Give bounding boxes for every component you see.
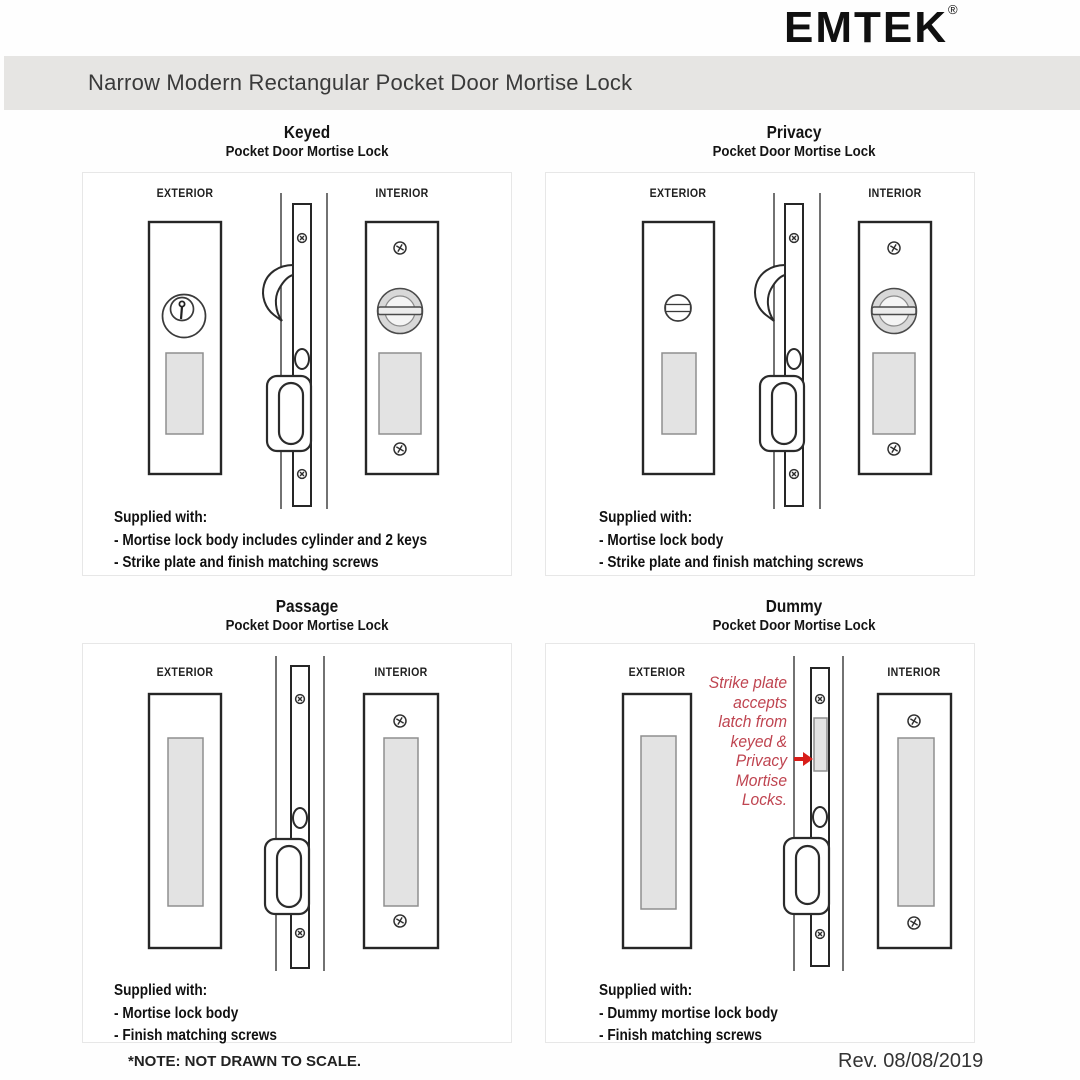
flush-pull-recess: [384, 738, 418, 906]
quadrant-subtitle: Pocket Door Mortise Lock: [225, 143, 389, 160]
annotation-line: latch from: [718, 712, 787, 731]
supplied-item: - Strike plate and finish matching screws: [114, 554, 379, 571]
exterior-plate: [643, 222, 714, 474]
emergency-release-slot: [665, 295, 691, 321]
exterior-label: EXTERIOR: [649, 186, 707, 200]
flush-pull-recess: [166, 353, 203, 434]
annotation-line: Strike plate: [708, 673, 787, 692]
interior-plate: [859, 222, 931, 474]
annotation-line: Privacy: [735, 751, 787, 770]
strike-plate-opening: [814, 718, 827, 771]
supplied-list: [599, 980, 778, 1048]
flush-pull-recess: [641, 736, 676, 909]
supplied-list: [114, 507, 427, 575]
flush-pull-recess: [168, 738, 203, 906]
privacy-heading: [713, 122, 876, 161]
flush-pull-recess: [873, 353, 915, 434]
strike-plate-annotation: [709, 673, 787, 810]
quadrant-subtitle: Pocket Door Mortise Lock: [712, 617, 876, 634]
edge-oval-hole: [787, 349, 801, 369]
edge-oval-hole: [813, 807, 827, 827]
supplied-item: - Finish matching screws: [599, 1027, 762, 1044]
interior-plate: [364, 694, 438, 948]
dummy-heading: [713, 596, 876, 635]
flush-pull-recess: [898, 738, 934, 906]
supplied-item: - Dummy mortise lock body: [599, 1004, 778, 1022]
annotation-line: Locks.: [741, 790, 787, 809]
quadrant-subtitle: Pocket Door Mortise Lock: [712, 143, 876, 160]
quadrant-title: Passage: [275, 596, 339, 616]
scale-note: *NOTE: NOT DRAWN TO SCALE.: [128, 1053, 362, 1070]
quadrant-title: Dummy: [765, 596, 823, 616]
exterior-plate: [149, 694, 221, 948]
door-edge: [265, 656, 324, 971]
supplied-item: - Mortise lock body: [599, 531, 724, 549]
door-edge: [784, 656, 843, 971]
quadrant-title: Privacy: [766, 122, 822, 142]
exterior-label: EXTERIOR: [156, 186, 214, 200]
edge-pull: [267, 376, 311, 451]
interior-plate: [366, 222, 438, 474]
quadrant-subtitle: Pocket Door Mortise Lock: [225, 617, 389, 634]
revision-date: Rev. 08/08/2019: [838, 1050, 984, 1072]
supplied-list: [114, 980, 277, 1048]
thumbturn: [872, 289, 917, 334]
supplied-list: [599, 507, 864, 575]
emtek-logo: EMTEK®: [784, 2, 958, 52]
supplied-item: - Strike plate and finish matching screws: [599, 554, 864, 571]
flush-pull-recess: [662, 353, 696, 434]
interior-label: INTERIOR: [374, 665, 428, 679]
interior-plate: [878, 694, 951, 948]
registered-mark: ®: [948, 2, 958, 17]
exterior-plate: [623, 694, 691, 948]
door-edge: [755, 193, 820, 509]
annotation-line: keyed &: [730, 731, 787, 751]
edge-pull: [784, 838, 829, 914]
edge-oval-hole: [293, 808, 307, 828]
exterior-label: EXTERIOR: [156, 665, 214, 679]
supplied-item: - Mortise lock body includes cylinder and 2 keys: [114, 531, 428, 549]
supplied-item: - Finish matching screws: [114, 1027, 277, 1044]
key-cylinder: [163, 295, 206, 338]
supplied-heading: Supplied with:: [114, 982, 208, 999]
supplied-heading: Supplied with:: [599, 982, 693, 999]
keyed-heading: [226, 122, 389, 161]
thumbturn: [378, 289, 423, 334]
privacy-panel: [545, 172, 975, 576]
edge-pull: [265, 839, 309, 914]
supplied-item: - Mortise lock body: [114, 1004, 239, 1022]
page-title: Narrow Modern Rectangular Pocket Door Mortise Lock: [88, 70, 633, 95]
exterior-label: EXTERIOR: [628, 665, 686, 679]
interior-label: INTERIOR: [375, 186, 429, 200]
flip-latch: [755, 265, 785, 321]
dummy-panel: [545, 643, 975, 1043]
interior-label: INTERIOR: [887, 665, 941, 679]
door-edge: [263, 193, 327, 509]
flush-pull-recess: [379, 353, 421, 434]
flip-latch: [263, 265, 293, 321]
title-bar: [4, 56, 1080, 110]
passage-panel: [82, 643, 512, 1043]
keyed-panel: [82, 172, 512, 576]
annotation-line: accepts: [733, 692, 787, 712]
edge-oval-hole: [295, 349, 309, 369]
interior-label: INTERIOR: [868, 186, 922, 200]
supplied-heading: Supplied with:: [599, 509, 693, 526]
exterior-plate: [149, 222, 221, 474]
edge-pull: [760, 376, 804, 451]
quadrant-title: Keyed: [283, 122, 331, 142]
annotation-line: Mortise: [735, 770, 787, 790]
supplied-heading: Supplied with:: [114, 509, 208, 526]
passage-heading: [226, 596, 389, 635]
